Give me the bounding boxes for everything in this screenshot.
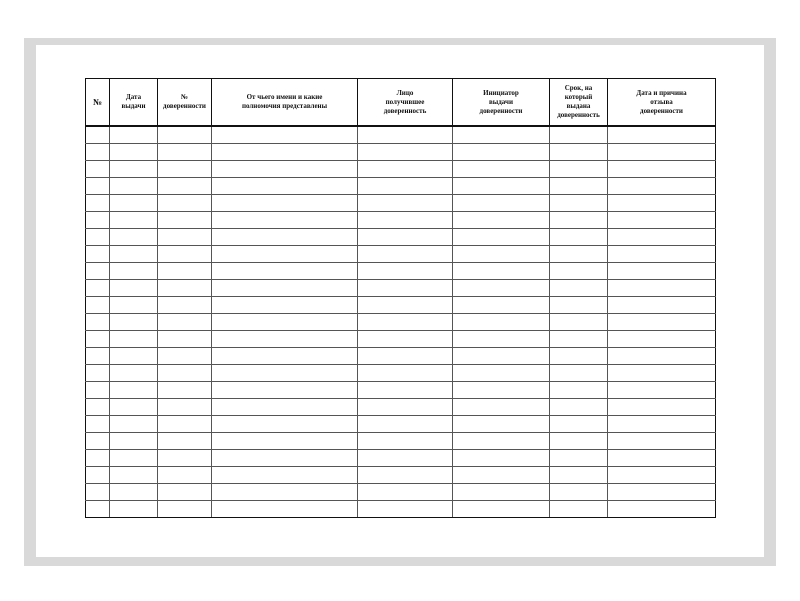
table-cell (158, 178, 212, 195)
table-cell (212, 416, 358, 433)
table-cell (358, 246, 453, 263)
table-cell (608, 450, 716, 467)
table-cell (550, 314, 608, 331)
table-cell (608, 365, 716, 382)
table-row (86, 280, 716, 297)
table-cell (110, 178, 158, 195)
table-cell (110, 467, 158, 484)
table-cell (110, 212, 158, 229)
table-cell (110, 382, 158, 399)
table-row (86, 484, 716, 501)
table-cell (550, 178, 608, 195)
table-row (86, 433, 716, 450)
column-header-recipient: Лицо получившее доверенность (358, 79, 453, 127)
table-cell (358, 484, 453, 501)
table-cell (110, 297, 158, 314)
table-cell (158, 144, 212, 161)
table-row (86, 229, 716, 246)
table-cell (358, 212, 453, 229)
table-cell (86, 178, 110, 195)
table-cell (453, 450, 550, 467)
table-cell (86, 263, 110, 280)
table-cell (86, 280, 110, 297)
table-cell (358, 467, 453, 484)
table-cell (358, 501, 453, 518)
table-cell (86, 229, 110, 246)
table-cell (358, 229, 453, 246)
table-cell (453, 195, 550, 212)
table-cell (358, 126, 453, 144)
table-cell (110, 450, 158, 467)
document-sheet (36, 45, 764, 557)
table-cell (110, 126, 158, 144)
table-cell (158, 126, 212, 144)
table-cell (550, 246, 608, 263)
table-cell (158, 365, 212, 382)
table-cell (110, 144, 158, 161)
table-header-row (86, 79, 716, 127)
table-cell (86, 161, 110, 178)
table-cell (110, 484, 158, 501)
table-cell (550, 348, 608, 365)
table-cell (358, 365, 453, 382)
table-cell (550, 195, 608, 212)
column-header-on-behalf-powers: От чьего имени и какие полномочия представлены (212, 79, 358, 127)
table-cell (453, 263, 550, 280)
table-cell (453, 229, 550, 246)
table-cell (158, 484, 212, 501)
table-cell (212, 484, 358, 501)
table-cell (212, 467, 358, 484)
table-cell (608, 484, 716, 501)
column-header-validity-term: Срок, на который выдана доверенность (550, 79, 608, 127)
table-cell (86, 382, 110, 399)
table-cell (110, 246, 158, 263)
table-cell (550, 126, 608, 144)
table-cell (453, 399, 550, 416)
table-cell (158, 348, 212, 365)
table-cell (158, 382, 212, 399)
table-cell (86, 246, 110, 263)
table-row (86, 126, 716, 144)
column-header-initiator: Инициатор выдачи доверенности (453, 79, 550, 127)
table-cell (86, 450, 110, 467)
table-row (86, 416, 716, 433)
table-cell (358, 144, 453, 161)
table-cell (453, 178, 550, 195)
table-cell (86, 212, 110, 229)
table-cell (608, 280, 716, 297)
table-cell (86, 297, 110, 314)
table-cell (110, 348, 158, 365)
table-cell (550, 467, 608, 484)
table-cell (358, 297, 453, 314)
table-cell (453, 161, 550, 178)
table-cell (453, 467, 550, 484)
table-cell (110, 161, 158, 178)
table-cell (358, 178, 453, 195)
table-cell (212, 297, 358, 314)
table-cell (550, 399, 608, 416)
table-cell (608, 229, 716, 246)
table-cell (110, 433, 158, 450)
table-cell (158, 161, 212, 178)
table-cell (110, 331, 158, 348)
table-cell (550, 280, 608, 297)
table-row (86, 297, 716, 314)
table-cell (158, 450, 212, 467)
table-cell (158, 399, 212, 416)
table-cell (86, 467, 110, 484)
column-header-revocation: Дата и причина отзыва доверенности (608, 79, 716, 127)
table-cell (608, 467, 716, 484)
table-cell (86, 126, 110, 144)
table-cell (158, 263, 212, 280)
table-cell (550, 297, 608, 314)
table-cell (212, 348, 358, 365)
table-row (86, 178, 716, 195)
table-cell (158, 501, 212, 518)
column-header-number: № (86, 79, 110, 127)
table-cell (212, 365, 358, 382)
table-cell (608, 348, 716, 365)
table-cell (212, 450, 358, 467)
table-cell (158, 416, 212, 433)
table-cell (358, 348, 453, 365)
table-row (86, 314, 716, 331)
table-row (86, 195, 716, 212)
table-row (86, 246, 716, 263)
table-cell (550, 382, 608, 399)
table-cell (608, 195, 716, 212)
table-cell (212, 382, 358, 399)
table-cell (608, 126, 716, 144)
table-cell (550, 331, 608, 348)
table-cell (608, 399, 716, 416)
table-cell (110, 365, 158, 382)
table-cell (358, 399, 453, 416)
table-cell (110, 263, 158, 280)
table-cell (608, 144, 716, 161)
table-cell (550, 416, 608, 433)
table-cell (550, 484, 608, 501)
table-cell (358, 433, 453, 450)
table-cell (212, 501, 358, 518)
table-cell (453, 144, 550, 161)
table-cell (358, 161, 453, 178)
table-cell (453, 382, 550, 399)
table-cell (158, 314, 212, 331)
table-cell (358, 314, 453, 331)
table-cell (86, 195, 110, 212)
table-cell (158, 331, 212, 348)
table-cell (212, 331, 358, 348)
table-row (86, 212, 716, 229)
table-cell (212, 161, 358, 178)
table-cell (550, 433, 608, 450)
table-cell (453, 280, 550, 297)
table-cell (608, 416, 716, 433)
table-cell (550, 144, 608, 161)
table-cell (212, 229, 358, 246)
table-cell (453, 297, 550, 314)
table-cell (212, 144, 358, 161)
table-cell (608, 263, 716, 280)
table-cell (453, 331, 550, 348)
table-cell (358, 331, 453, 348)
table-cell (158, 297, 212, 314)
table-cell (110, 195, 158, 212)
table-cell (358, 382, 453, 399)
table-cell (158, 246, 212, 263)
table-cell (550, 501, 608, 518)
table-cell (358, 195, 453, 212)
table-cell (550, 263, 608, 280)
table-cell (608, 212, 716, 229)
table-cell (212, 399, 358, 416)
table-cell (358, 450, 453, 467)
table-row (86, 382, 716, 399)
table-row (86, 501, 716, 518)
table-cell (86, 348, 110, 365)
table-cell (608, 433, 716, 450)
table-row (86, 144, 716, 161)
table-cell (608, 297, 716, 314)
table-cell (158, 467, 212, 484)
table-cell (86, 365, 110, 382)
table-row (86, 348, 716, 365)
table-body (86, 126, 716, 518)
table-cell (212, 126, 358, 144)
table-cell (608, 314, 716, 331)
power-of-attorney-register-table (85, 78, 716, 518)
table-cell (212, 178, 358, 195)
table-cell (212, 263, 358, 280)
table-cell (110, 314, 158, 331)
table-row (86, 467, 716, 484)
column-header-attorney-number: № доверенности (158, 79, 212, 127)
table-cell (158, 280, 212, 297)
table-cell (86, 331, 110, 348)
table-cell (86, 484, 110, 501)
table-cell (550, 450, 608, 467)
table-cell (110, 416, 158, 433)
table-cell (453, 348, 550, 365)
table-cell (158, 212, 212, 229)
table-cell (86, 433, 110, 450)
table-row (86, 263, 716, 280)
table-cell (550, 212, 608, 229)
table-row (86, 161, 716, 178)
table-cell (608, 382, 716, 399)
table-cell (358, 416, 453, 433)
table-cell (212, 212, 358, 229)
table-cell (453, 484, 550, 501)
table-cell (453, 314, 550, 331)
table-row (86, 331, 716, 348)
table-cell (453, 365, 550, 382)
table-cell (86, 399, 110, 416)
table-cell (550, 229, 608, 246)
table-cell (212, 246, 358, 263)
table-cell (453, 212, 550, 229)
table-row (86, 399, 716, 416)
table-cell (453, 126, 550, 144)
table-cell (212, 280, 358, 297)
table-cell (453, 433, 550, 450)
table-cell (86, 314, 110, 331)
table-cell (158, 229, 212, 246)
table-cell (608, 501, 716, 518)
table-cell (158, 433, 212, 450)
table-cell (550, 161, 608, 178)
table-cell (608, 331, 716, 348)
table-cell (453, 501, 550, 518)
table-cell (212, 433, 358, 450)
table-cell (212, 314, 358, 331)
table-row (86, 365, 716, 382)
table-cell (158, 195, 212, 212)
table-cell (608, 246, 716, 263)
table-cell (110, 399, 158, 416)
table-cell (608, 178, 716, 195)
table-row (86, 450, 716, 467)
table-cell (608, 161, 716, 178)
table-cell (86, 501, 110, 518)
table-cell (358, 263, 453, 280)
table-cell (358, 280, 453, 297)
table-cell (110, 229, 158, 246)
table-cell (212, 195, 358, 212)
table-cell (86, 144, 110, 161)
table-cell (110, 280, 158, 297)
table-cell (453, 246, 550, 263)
table-cell (550, 365, 608, 382)
table-cell (453, 416, 550, 433)
column-header-issue-date: Дата выдачи (110, 79, 158, 127)
table-cell (86, 416, 110, 433)
table-cell (110, 501, 158, 518)
